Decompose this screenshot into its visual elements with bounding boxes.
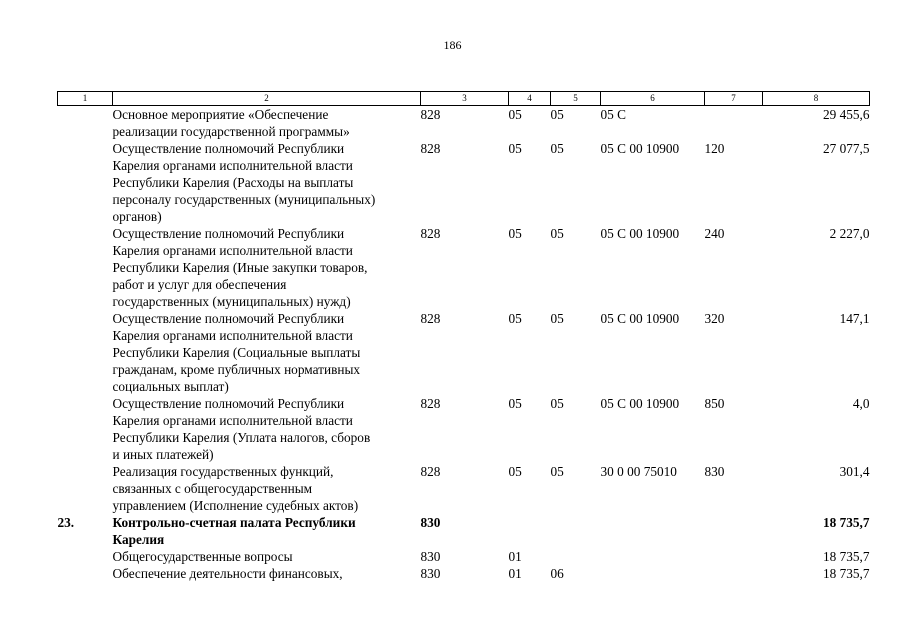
expense-type-code: 850	[704, 396, 725, 411]
subsection-code: 06	[550, 566, 564, 581]
expense-type-code	[705, 548, 763, 565]
table-body	[58, 106, 870, 583]
section-code: 05	[508, 141, 522, 156]
subsection-code: 05	[550, 107, 564, 122]
table-row	[58, 106, 870, 141]
admin-code: 828	[420, 226, 441, 241]
column-number-header	[58, 92, 870, 106]
target-article-code: 30 0 00 75010	[600, 464, 677, 479]
row-number	[58, 106, 113, 141]
amount: 301,4	[839, 464, 870, 479]
page-number: 186	[443, 38, 462, 52]
section-code	[509, 514, 551, 548]
table-row	[58, 395, 870, 463]
table-row	[58, 225, 870, 310]
column-header: 2	[113, 92, 421, 106]
expense-type-code	[705, 565, 763, 582]
expense-type-code: 320	[704, 311, 725, 326]
expense-type-code: 830	[704, 464, 725, 479]
section-code: 01	[508, 566, 522, 581]
row-number	[58, 548, 113, 565]
row-name: Контрольно-счетная палата Республики Карелия	[112, 515, 356, 547]
budget-table	[57, 91, 870, 582]
subsection-code: 05	[550, 396, 564, 411]
admin-code: 828	[420, 464, 441, 479]
section-code: 05	[508, 396, 522, 411]
amount: 18 735,7	[822, 549, 870, 564]
column-header: 4	[509, 92, 551, 106]
subsection-code	[551, 548, 601, 565]
row-name: Реализация государственных функций, связанных с общегосударственным управлением (Исполнение судебных актов)	[112, 464, 359, 513]
table-row	[58, 140, 870, 225]
table-row	[58, 514, 870, 548]
row-number	[58, 395, 113, 463]
amount: 18 735,7	[822, 515, 870, 530]
row-name: Осуществление полномочий Республики Карелия органами исполнительной власти Республики Карелия (Расходы на выплаты персоналу государственных (муниципальных) органов)	[112, 141, 376, 224]
row-number: 23.	[57, 515, 75, 530]
admin-code: 828	[420, 311, 441, 326]
admin-code: 830	[420, 549, 441, 564]
row-number	[58, 140, 113, 225]
target-article-code: 05 С	[600, 107, 626, 122]
row-name: Осуществление полномочий Республики Карелия органами исполнительной власти Республики Карелия (Социальные выплаты гражданам, кроме публичных нормативных социальных выплат)	[112, 311, 361, 394]
column-header: 1	[58, 92, 113, 106]
row-name: Обеспечение деятельности финансовых,	[112, 566, 343, 581]
section-code: 01	[508, 549, 522, 564]
row-number	[58, 310, 113, 395]
row-name: Основное мероприятие «Обеспечение реализации государственной программы»	[112, 107, 350, 139]
amount: 29 455,6	[822, 107, 870, 122]
table-row	[58, 565, 870, 582]
table-row	[58, 310, 870, 395]
subsection-code: 05	[550, 141, 564, 156]
row-number	[58, 565, 113, 582]
subsection-code: 05	[550, 464, 564, 479]
target-article-code: 05 С 00 10900	[600, 141, 680, 156]
column-header: 3	[421, 92, 509, 106]
target-article-code	[601, 548, 705, 565]
expense-type-code: 240	[704, 226, 725, 241]
subsection-code: 05	[550, 226, 564, 241]
row-name: Осуществление полномочий Республики Карелия органами исполнительной власти Республики Карелия (Иные закупки товаров, работ и услуг для обеспечения государственных (муниципальных) нужд)	[112, 226, 368, 309]
expense-type-code	[705, 106, 763, 141]
section-code: 05	[508, 226, 522, 241]
column-header: 6	[601, 92, 705, 106]
section-code: 05	[508, 464, 522, 479]
table-row	[58, 548, 870, 565]
admin-code: 830	[420, 566, 441, 581]
target-article-code: 05 С 00 10900	[600, 396, 680, 411]
expense-type-code	[705, 514, 763, 548]
amount: 27 077,5	[822, 141, 870, 156]
section-code: 05	[508, 311, 522, 326]
target-article-code	[601, 565, 705, 582]
amount: 18 735,7	[822, 566, 870, 581]
target-article-code: 05 С 00 10900	[600, 226, 680, 241]
target-article-code: 05 С 00 10900	[600, 311, 680, 326]
admin-code: 828	[420, 141, 441, 156]
column-header: 8	[763, 92, 870, 106]
admin-code: 828	[420, 107, 441, 122]
amount: 147,1	[839, 311, 870, 326]
table-row	[58, 463, 870, 514]
row-name: Осуществление полномочий Республики Карелия органами исполнительной власти Республики Карелия (Уплата налогов, сборов и иных платежей)	[112, 396, 371, 462]
section-code: 05	[508, 107, 522, 122]
column-header: 7	[705, 92, 763, 106]
column-header: 5	[551, 92, 601, 106]
amount: 2 227,0	[829, 226, 870, 241]
expense-type-code: 120	[704, 141, 725, 156]
row-number	[58, 463, 113, 514]
admin-code: 828	[420, 396, 441, 411]
subsection-code	[551, 514, 601, 548]
subsection-code: 05	[550, 311, 564, 326]
amount: 4,0	[852, 396, 870, 411]
row-number	[58, 225, 113, 310]
admin-code: 830	[420, 515, 441, 530]
row-name: Общегосударственные вопросы	[112, 549, 293, 564]
target-article-code	[601, 514, 705, 548]
